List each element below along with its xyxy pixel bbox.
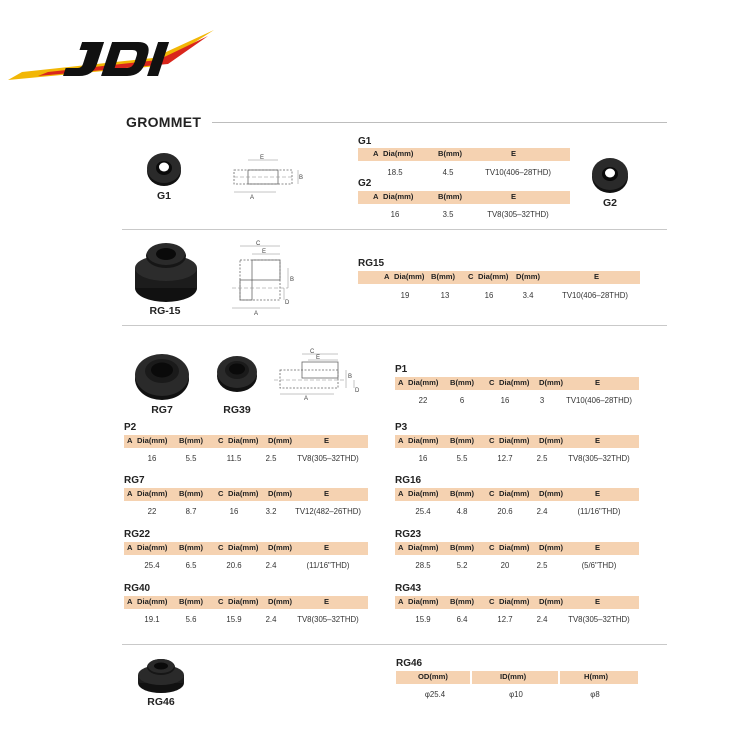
part-label-rg39: RG39 bbox=[223, 404, 251, 416]
table-header-rg15: A Dia(mm) B(mm) C Dia(mm) D(mm) E bbox=[358, 271, 640, 284]
grommet-rg7-image bbox=[133, 345, 191, 403]
table-title-rg46: RG46 bbox=[396, 658, 423, 669]
rg15-diagram bbox=[228, 238, 308, 318]
rg22-e-value: (11/16"THD) bbox=[306, 561, 350, 570]
rg-diagram-label-e: E bbox=[316, 355, 321, 361]
rg-diagram-label-b: B bbox=[348, 374, 353, 380]
rg-diagram-label-c: C bbox=[310, 349, 315, 355]
part-label-g2: G2 bbox=[602, 197, 617, 209]
rg43-e-value: TV8(305–32THD) bbox=[568, 615, 630, 624]
rg7-b-value: 8.7 bbox=[185, 507, 197, 516]
part-label-g1: G1 bbox=[156, 190, 171, 202]
p3-e-value: TV8(305–32THD) bbox=[568, 454, 630, 463]
rg23-e-value: (5/6"THD) bbox=[581, 561, 617, 570]
table-title-p2: P2 bbox=[124, 422, 137, 433]
p1-a-value: 22 bbox=[418, 396, 428, 405]
grommet-g1-image bbox=[145, 150, 183, 188]
table-header-p3: A Dia(mm) B(mm) C Dia(mm) D(mm) E bbox=[395, 435, 639, 448]
grommet-rg46-image bbox=[136, 655, 186, 695]
table-header-g2: A Dia(mm) B(mm) E bbox=[358, 191, 570, 204]
table-title-g2: G2 bbox=[358, 178, 372, 189]
rg15-b-value: 13 bbox=[440, 291, 450, 300]
table-header-rg16: A Dia(mm) B(mm) C Dia(mm) D(mm) E bbox=[395, 488, 639, 501]
rg43-c-value: 12.7 bbox=[497, 615, 513, 624]
g1-a-value: 18.5 bbox=[387, 168, 403, 177]
rg7-e-value: TV12(482–26THD) bbox=[295, 507, 361, 516]
p1-e-value: TV10(406–28THD) bbox=[566, 396, 632, 405]
rg15-e-value: TV10(406–28THD) bbox=[562, 291, 628, 300]
rg40-b-value: 5.6 bbox=[185, 615, 197, 624]
rg7-c-value: 16 bbox=[229, 507, 239, 516]
table-title-rg22: RG22 bbox=[124, 529, 151, 540]
rg23-c-value: 20 bbox=[500, 561, 510, 570]
rg46-od-value: φ25.4 bbox=[424, 690, 446, 699]
rg40-c-value: 15.9 bbox=[226, 615, 242, 624]
p2-c-value: 11.5 bbox=[226, 454, 242, 463]
rg16-c-value: 20.6 bbox=[497, 507, 513, 516]
rg-diagram-label-a: A bbox=[304, 396, 309, 402]
table-title-rg23: RG23 bbox=[395, 529, 422, 540]
g1-b-value: 4.5 bbox=[442, 168, 454, 177]
rg22-a-value: 25.4 bbox=[144, 561, 160, 570]
rg15-diagram-label-a: A bbox=[254, 311, 259, 317]
g-series-diagram bbox=[230, 152, 305, 202]
section-title: GROMMET bbox=[126, 114, 202, 130]
table-header-rg7: A Dia(mm) B(mm) C Dia(mm) D(mm) E bbox=[124, 488, 368, 501]
title-rule bbox=[212, 122, 667, 123]
table-title-g1: G1 bbox=[358, 136, 372, 147]
section-divider-1 bbox=[122, 229, 667, 230]
rg15-diagram-label-b: B bbox=[290, 277, 295, 283]
rg7-a-value: 22 bbox=[147, 507, 157, 516]
diagram-label-a: A bbox=[250, 195, 255, 201]
diagram-label-e: E bbox=[260, 155, 265, 161]
grommet-rg15-image bbox=[133, 238, 199, 304]
rg43-b-value: 6.4 bbox=[456, 615, 468, 624]
part-label-rg7: RG7 bbox=[151, 404, 173, 416]
g1-e-value: TV10(406–28THD) bbox=[485, 168, 551, 177]
jdi-logo bbox=[8, 30, 213, 90]
rg15-diagram-label-c: C bbox=[256, 241, 261, 247]
table-title-p3: P3 bbox=[395, 422, 408, 433]
table-title-rg16: RG16 bbox=[395, 475, 422, 486]
table-title-rg7: RG7 bbox=[124, 475, 145, 486]
rg40-e-value: TV8(305–32THD) bbox=[297, 615, 359, 624]
table-header-p2: A Dia(mm) B(mm) C Dia(mm) D(mm) E bbox=[124, 435, 368, 448]
p1-c-value: 16 bbox=[500, 396, 510, 405]
table-title-rg15: RG15 bbox=[358, 258, 385, 269]
rg-diagram-label-d: D bbox=[355, 388, 360, 394]
rg15-diagram-label-d: D bbox=[285, 300, 290, 306]
p3-c-value: 12.7 bbox=[497, 454, 513, 463]
rg15-a-value: 19 bbox=[400, 291, 410, 300]
section-divider-2 bbox=[122, 325, 667, 326]
grommet-rg39-image bbox=[215, 350, 259, 394]
rg23-a-value: 28.5 bbox=[415, 561, 431, 570]
g2-e-value: TV8(305–32THD) bbox=[487, 210, 549, 219]
table-header-g1: A Dia(mm) B(mm) E bbox=[358, 148, 570, 161]
p3-b-value: 5.5 bbox=[456, 454, 468, 463]
p1-d-value: 3 bbox=[539, 396, 545, 405]
rg15-diagram-label-e: E bbox=[262, 249, 267, 255]
table-title-p1: P1 bbox=[395, 364, 408, 375]
table-header-p1: A Dia(mm) B(mm) C Dia(mm) D(mm) E bbox=[395, 377, 639, 390]
p2-b-value: 5.5 bbox=[185, 454, 197, 463]
rg22-b-value: 6.5 bbox=[185, 561, 197, 570]
rg16-e-value: (11/16"THD) bbox=[577, 507, 621, 516]
table-header-rg46: OD(mm) ID(mm) H(mm) bbox=[396, 671, 638, 684]
table-header-rg43: A Dia(mm) B(mm) C Dia(mm) D(mm) E bbox=[395, 596, 639, 609]
p3-d-value: 2.5 bbox=[536, 454, 548, 463]
table-title-rg40: RG40 bbox=[124, 583, 151, 594]
diagram-label-b: B bbox=[299, 175, 304, 181]
p2-e-value: TV8(305–32THD) bbox=[297, 454, 359, 463]
g2-b-value: 3.5 bbox=[442, 210, 454, 219]
grommet-g2-image bbox=[590, 155, 630, 195]
table-header-rg40: A Dia(mm) B(mm) C Dia(mm) D(mm) E bbox=[124, 596, 368, 609]
table-title-rg43: RG43 bbox=[395, 583, 422, 594]
rg15-c-value: 16 bbox=[484, 291, 494, 300]
rg43-d-value: 2.4 bbox=[536, 615, 548, 624]
p2-d-value: 2.5 bbox=[265, 454, 277, 463]
rg46-h-value: φ8 bbox=[590, 690, 600, 699]
rg16-d-value: 2.4 bbox=[536, 507, 548, 516]
rg16-b-value: 4.8 bbox=[456, 507, 468, 516]
rg16-a-value: 25.4 bbox=[415, 507, 431, 516]
part-label-rg15: RG-15 bbox=[149, 305, 181, 317]
part-label-rg46: RG46 bbox=[147, 696, 175, 708]
p3-a-value: 16 bbox=[418, 454, 428, 463]
g2-a-value: 16 bbox=[390, 210, 400, 219]
rg-series-diagram bbox=[272, 348, 362, 400]
rg23-d-value: 2.5 bbox=[536, 561, 548, 570]
rg43-a-value: 15.9 bbox=[415, 615, 431, 624]
p1-b-value: 6 bbox=[459, 396, 465, 405]
p2-a-value: 16 bbox=[147, 454, 157, 463]
table-header-rg23: A Dia(mm) B(mm) C Dia(mm) D(mm) E bbox=[395, 542, 639, 555]
rg40-a-value: 19.1 bbox=[144, 615, 160, 624]
rg40-d-value: 2.4 bbox=[265, 615, 277, 624]
table-header-rg22: A Dia(mm) B(mm) C Dia(mm) D(mm) E bbox=[124, 542, 368, 555]
rg15-d-value: 3.4 bbox=[522, 291, 534, 300]
rg23-b-value: 5.2 bbox=[456, 561, 468, 570]
section-divider-3 bbox=[122, 644, 667, 645]
rg22-d-value: 2.4 bbox=[265, 561, 277, 570]
rg7-d-value: 3.2 bbox=[265, 507, 277, 516]
rg46-id-value: φ10 bbox=[509, 690, 523, 699]
rg22-c-value: 20.6 bbox=[226, 561, 242, 570]
